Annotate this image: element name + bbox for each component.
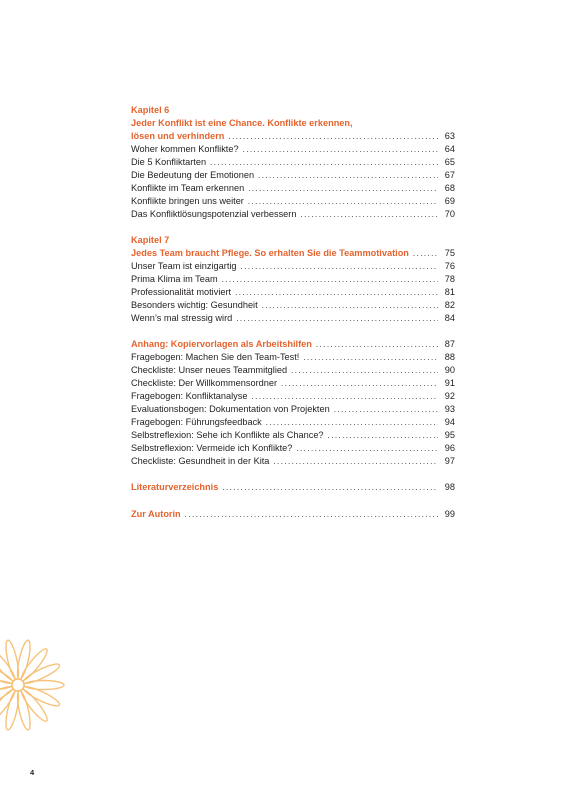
leader-dots — [222, 481, 438, 494]
page-number: 88 — [444, 352, 455, 362]
chapter-6-section — [131, 104, 455, 221]
entry-label: Fragebogen: Konfliktanalyse — [131, 391, 248, 401]
leader-dots — [291, 364, 438, 377]
entry-label: Besonders wichtig: Gesundheit — [131, 300, 258, 310]
literature-label: Literaturverzeichnis — [131, 482, 219, 492]
page-number: 65 — [444, 157, 455, 167]
leader-dots — [316, 338, 438, 351]
leader-dots — [258, 169, 438, 182]
author-label: Zur Autorin — [131, 509, 181, 519]
chapter-6-entry[interactable] — [131, 156, 455, 169]
leader-dots — [228, 130, 438, 143]
flower-petal — [15, 690, 33, 731]
entry-label: Woher kommen Konflikte? — [131, 144, 239, 154]
page-number: 97 — [444, 456, 455, 466]
page-number: 99 — [444, 509, 455, 519]
appendix-entry[interactable] — [131, 429, 455, 442]
chapter-7-section — [131, 234, 455, 325]
leader-dots — [413, 247, 438, 260]
page-number: 93 — [444, 404, 455, 414]
flower-petal — [18, 646, 50, 683]
flower-petal — [15, 639, 33, 680]
page-number: 76 — [444, 261, 455, 271]
entry-label: Evaluationsbogen: Dokumentation von Projekten — [131, 404, 330, 414]
flower-petal — [24, 681, 64, 690]
entry-label: Das Konfliktlösungspotenzial verbessern — [131, 209, 297, 219]
chapter-6-title-entry[interactable] — [131, 130, 455, 143]
entry-label: Die 5 Konfliktarten — [131, 157, 207, 167]
appendix-entry[interactable] — [131, 351, 455, 364]
chapter-6-heading: Kapitel 6 — [131, 105, 170, 115]
leader-dots — [210, 156, 438, 169]
leader-dots — [248, 195, 438, 208]
entry-label: Checkliste: Der Willkommensordner — [131, 378, 278, 388]
appendix-title-entry[interactable] — [131, 338, 455, 351]
leader-dots — [296, 442, 438, 455]
leader-dots — [334, 403, 438, 416]
page-number: 84 — [444, 313, 455, 323]
appendix-entries — [131, 351, 455, 468]
chapter-6-entries — [131, 143, 455, 221]
entry-label: Konflikte bringen uns weiter — [131, 196, 244, 206]
page-number: 69 — [444, 196, 455, 206]
chapter-7-entry[interactable] — [131, 273, 455, 286]
page-number: 91 — [444, 378, 455, 388]
leader-dots — [300, 208, 438, 221]
chapter-7-entry[interactable] — [131, 299, 455, 312]
page-number: 68 — [444, 183, 455, 193]
page-number: 92 — [444, 391, 455, 401]
page-number: 81 — [444, 287, 455, 297]
leader-dots — [328, 429, 438, 442]
chapter-6-entry[interactable] — [131, 195, 455, 208]
page-number: 82 — [444, 300, 455, 310]
leader-dots — [266, 416, 438, 429]
entry-label: Fragebogen: Führungsfeedback — [131, 417, 262, 427]
chapter-6-entry[interactable] — [131, 169, 455, 182]
flower-icon — [0, 630, 80, 740]
chapter-6-entry[interactable] — [131, 143, 455, 156]
chapter-7-title-entry[interactable] — [131, 247, 455, 260]
chapter-7-entry[interactable] — [131, 312, 455, 325]
chapter-7-entries — [131, 260, 455, 325]
chapter-6-entry[interactable] — [131, 208, 455, 221]
page-number: 87 — [444, 339, 455, 349]
leader-dots — [273, 455, 438, 468]
leader-dots — [248, 182, 438, 195]
leader-dots — [243, 143, 438, 156]
leader-dots — [303, 351, 438, 364]
page-number: 78 — [444, 274, 455, 284]
appendix-entry[interactable] — [131, 416, 455, 429]
page-number: 90 — [444, 365, 455, 375]
page-number: 94 — [444, 417, 455, 427]
leader-dots — [222, 273, 438, 286]
page-number-footer: 4 — [30, 768, 35, 777]
chapter-6-title-line1: Jeder Konflikt ist eine Chance. Konflikte erkennen, — [131, 118, 353, 128]
author-section — [131, 508, 455, 521]
page-number: 95 — [444, 430, 455, 440]
flower-petal — [18, 687, 50, 724]
chapter-6-title-line2: lösen und verhindern — [131, 131, 225, 141]
literature-section — [131, 481, 455, 494]
appendix-entry[interactable] — [131, 390, 455, 403]
page-number: 96 — [444, 443, 455, 453]
page-number: 75 — [444, 248, 455, 258]
entry-label: Fragebogen: Machen Sie den Team-Test! — [131, 352, 300, 362]
chapter-7-entry[interactable] — [131, 260, 455, 273]
leader-dots — [251, 390, 438, 403]
appendix-entry[interactable] — [131, 455, 455, 468]
flower-petal — [3, 639, 21, 680]
page-number: 64 — [444, 144, 455, 154]
literature-entry[interactable] — [131, 481, 455, 494]
entry-label: Checkliste: Unser neues Teammitglied — [131, 365, 288, 375]
leader-dots — [236, 312, 438, 325]
appendix-section — [131, 338, 455, 468]
chapter-7-entry[interactable] — [131, 286, 455, 299]
appendix-entry[interactable] — [131, 403, 455, 416]
entry-label: Professionalität motiviert — [131, 287, 232, 297]
table-of-contents — [131, 104, 455, 534]
appendix-entry[interactable] — [131, 377, 455, 390]
leader-dots — [235, 286, 438, 299]
leader-dots — [262, 299, 438, 312]
page-number: 63 — [444, 131, 455, 141]
leader-dots — [241, 260, 438, 273]
chapter-6-entry[interactable] — [131, 182, 455, 195]
entry-label: Selbstreflexion: Vermeide ich Konflikte? — [131, 443, 293, 453]
entry-label: Prima Klima im Team — [131, 274, 218, 284]
entry-label: Die Bedeutung der Emotionen — [131, 170, 255, 180]
entry-label: Konflikte im Team erkennen — [131, 183, 245, 193]
entry-label: Selbstreflexion: Sehe ich Konflikte als Chance? — [131, 430, 324, 440]
appendix-entry[interactable] — [131, 364, 455, 377]
leader-dots — [281, 377, 438, 390]
leader-dots — [185, 508, 438, 521]
entry-label: Wenn’s mal stressig wird — [131, 313, 233, 323]
chapter-7-title: Jedes Team braucht Pflege. So erhalten Sie die Teammotivation — [131, 248, 409, 258]
author-entry[interactable] — [131, 508, 455, 521]
chapter-7-heading: Kapitel 7 — [131, 235, 170, 245]
page-number: 70 — [444, 209, 455, 219]
appendix-entry[interactable] — [131, 442, 455, 455]
appendix-title: Anhang: Kopiervorlagen als Arbeitshilfen — [131, 339, 312, 349]
flower-petal — [3, 690, 21, 731]
page-number: 98 — [444, 482, 455, 492]
page-number: 67 — [444, 170, 455, 180]
entry-label: Unser Team ist einzigartig — [131, 261, 237, 271]
entry-label: Checkliste: Gesundheit in der Kita — [131, 456, 270, 466]
